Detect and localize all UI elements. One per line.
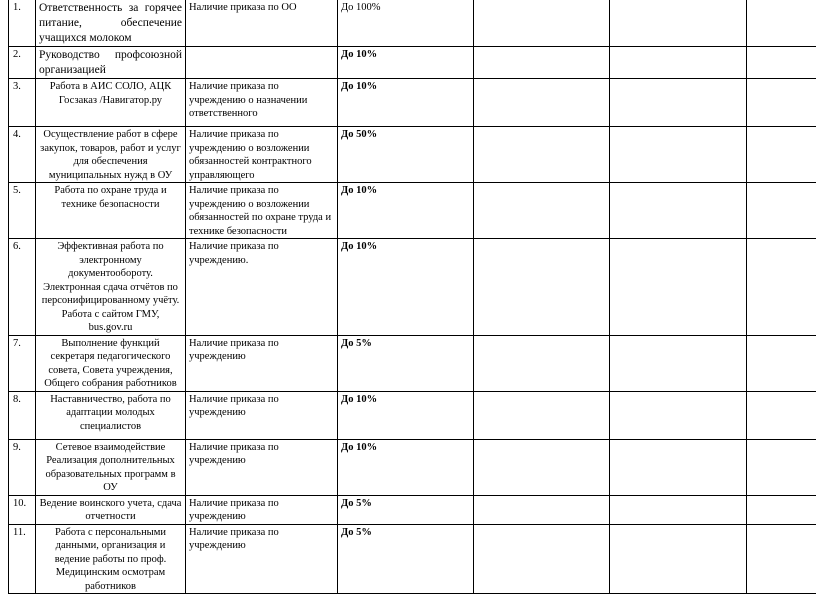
row-number: 3. bbox=[9, 79, 36, 127]
table-row bbox=[9, 0, 816, 47]
empty-cell bbox=[610, 495, 747, 524]
empty-cell bbox=[474, 239, 610, 336]
table-row bbox=[9, 439, 816, 495]
document-cell: Наличие приказа по учреждению bbox=[186, 391, 338, 439]
row-number: 10. bbox=[9, 495, 36, 524]
empty-cell bbox=[747, 524, 816, 594]
row-number: 6. bbox=[9, 239, 36, 336]
row-number: 11. bbox=[9, 524, 36, 594]
amount-cell: До 10% bbox=[338, 391, 474, 439]
empty-cell bbox=[610, 47, 747, 79]
amount-cell: До 5% bbox=[338, 335, 474, 391]
document-cell: Наличие приказа по учреждению bbox=[186, 439, 338, 495]
amount-cell: До 50% bbox=[338, 127, 474, 183]
row-number: 9. bbox=[9, 439, 36, 495]
row-number: 2. bbox=[9, 47, 36, 79]
document-cell: Наличие приказа по ОО bbox=[186, 0, 338, 47]
empty-cell bbox=[610, 79, 747, 127]
empty-cell bbox=[610, 524, 747, 594]
table-row bbox=[9, 183, 816, 239]
criterion-cell: Выполнение функций секретаря педагогического совета, Совета учреждения, Общего собрания работников bbox=[36, 335, 186, 391]
table-row bbox=[9, 127, 816, 183]
table-row bbox=[9, 335, 816, 391]
empty-cell bbox=[610, 439, 747, 495]
amount-cell: До 10% bbox=[338, 47, 474, 79]
amount-cell: До 10% bbox=[338, 79, 474, 127]
empty-cell bbox=[747, 391, 816, 439]
empty-cell bbox=[610, 391, 747, 439]
criterion-cell: Осуществление работ в сфере закупок, товаров, работ и услуг для обеспечения муниципальных нужд в ОУ bbox=[36, 127, 186, 183]
document-cell: Наличие приказа по учреждению bbox=[186, 335, 338, 391]
empty-cell bbox=[610, 183, 747, 239]
empty-cell bbox=[474, 391, 610, 439]
table-row bbox=[9, 79, 816, 127]
amount-cell: До 5% bbox=[338, 495, 474, 524]
empty-cell bbox=[474, 0, 610, 47]
empty-cell bbox=[747, 127, 816, 183]
document-cell: Наличие приказа по учреждению bbox=[186, 495, 338, 524]
row-number: 5. bbox=[9, 183, 36, 239]
empty-cell bbox=[747, 495, 816, 524]
empty-cell bbox=[747, 239, 816, 336]
table-row bbox=[9, 47, 816, 79]
criterion-cell: Работа с персональными данными, организация и ведение работы по проф. Медицинским осмотрам работников bbox=[36, 524, 186, 594]
empty-cell bbox=[474, 439, 610, 495]
empty-cell bbox=[747, 335, 816, 391]
document-cell: Наличие приказа по учреждению о назначении ответственного bbox=[186, 79, 338, 127]
empty-cell bbox=[747, 47, 816, 79]
row-number: 8. bbox=[9, 391, 36, 439]
criterion-cell: Эффективная работа по электронному документообороту. Электронная сдача отчётов по персонифицированному учёту. Работа с сайтом ГМУ, bus.gov.ru bbox=[36, 239, 186, 336]
empty-cell bbox=[747, 0, 816, 47]
empty-cell bbox=[610, 127, 747, 183]
document-cell: Наличие приказа по учреждению о возложении обязанностей по охране труда и технике безопасности bbox=[186, 183, 338, 239]
empty-cell bbox=[474, 79, 610, 127]
criterion-cell: Ведение воинского учета, сдача отчетности bbox=[36, 495, 186, 524]
empty-cell bbox=[747, 183, 816, 239]
empty-cell bbox=[474, 127, 610, 183]
empty-cell bbox=[474, 183, 610, 239]
criterion-cell: Сетевое взаимодействие Реализация дополнительных образовательных программ в ОУ bbox=[36, 439, 186, 495]
table-row bbox=[9, 495, 816, 524]
table-row bbox=[9, 524, 816, 594]
criterion-cell: Руководство профсоюзной организацией bbox=[36, 47, 186, 79]
row-number: 4. bbox=[9, 127, 36, 183]
document-cell bbox=[186, 47, 338, 79]
amount-cell: До 100% bbox=[338, 0, 474, 47]
criterion-cell: Ответственность за горячее питание, обеспечение учащихся молоком bbox=[36, 0, 186, 47]
criterion-cell: Работа по охране труда и технике безопасности bbox=[36, 183, 186, 239]
row-number: 1. bbox=[9, 0, 36, 47]
empty-cell bbox=[747, 439, 816, 495]
amount-cell: До 10% bbox=[338, 239, 474, 336]
empty-cell bbox=[747, 79, 816, 127]
document-cell: Наличие приказа по учреждению bbox=[186, 524, 338, 594]
document-cell: Наличие приказа по учреждению о возложении обязанностей контрактного управляющего bbox=[186, 127, 338, 183]
criterion-cell: Работа в АИС СОЛО, АЦК Госзаказ /Навигатор.ру bbox=[36, 79, 186, 127]
amount-cell: До 10% bbox=[338, 183, 474, 239]
empty-cell bbox=[474, 335, 610, 391]
table-row bbox=[9, 239, 816, 336]
empty-cell bbox=[474, 495, 610, 524]
empty-cell bbox=[610, 239, 747, 336]
row-number: 7. bbox=[9, 335, 36, 391]
amount-cell: До 5% bbox=[338, 524, 474, 594]
amount-cell: До 10% bbox=[338, 439, 474, 495]
empty-cell bbox=[474, 47, 610, 79]
table-row bbox=[9, 391, 816, 439]
table-body bbox=[9, 0, 816, 594]
empty-cell bbox=[610, 335, 747, 391]
criteria-table bbox=[8, 0, 816, 594]
empty-cell bbox=[474, 524, 610, 594]
empty-cell bbox=[610, 0, 747, 47]
document-cell: Наличие приказа по учреждению. bbox=[186, 239, 338, 336]
criterion-cell: Наставничество, работа по адаптации молодых специалистов bbox=[36, 391, 186, 439]
